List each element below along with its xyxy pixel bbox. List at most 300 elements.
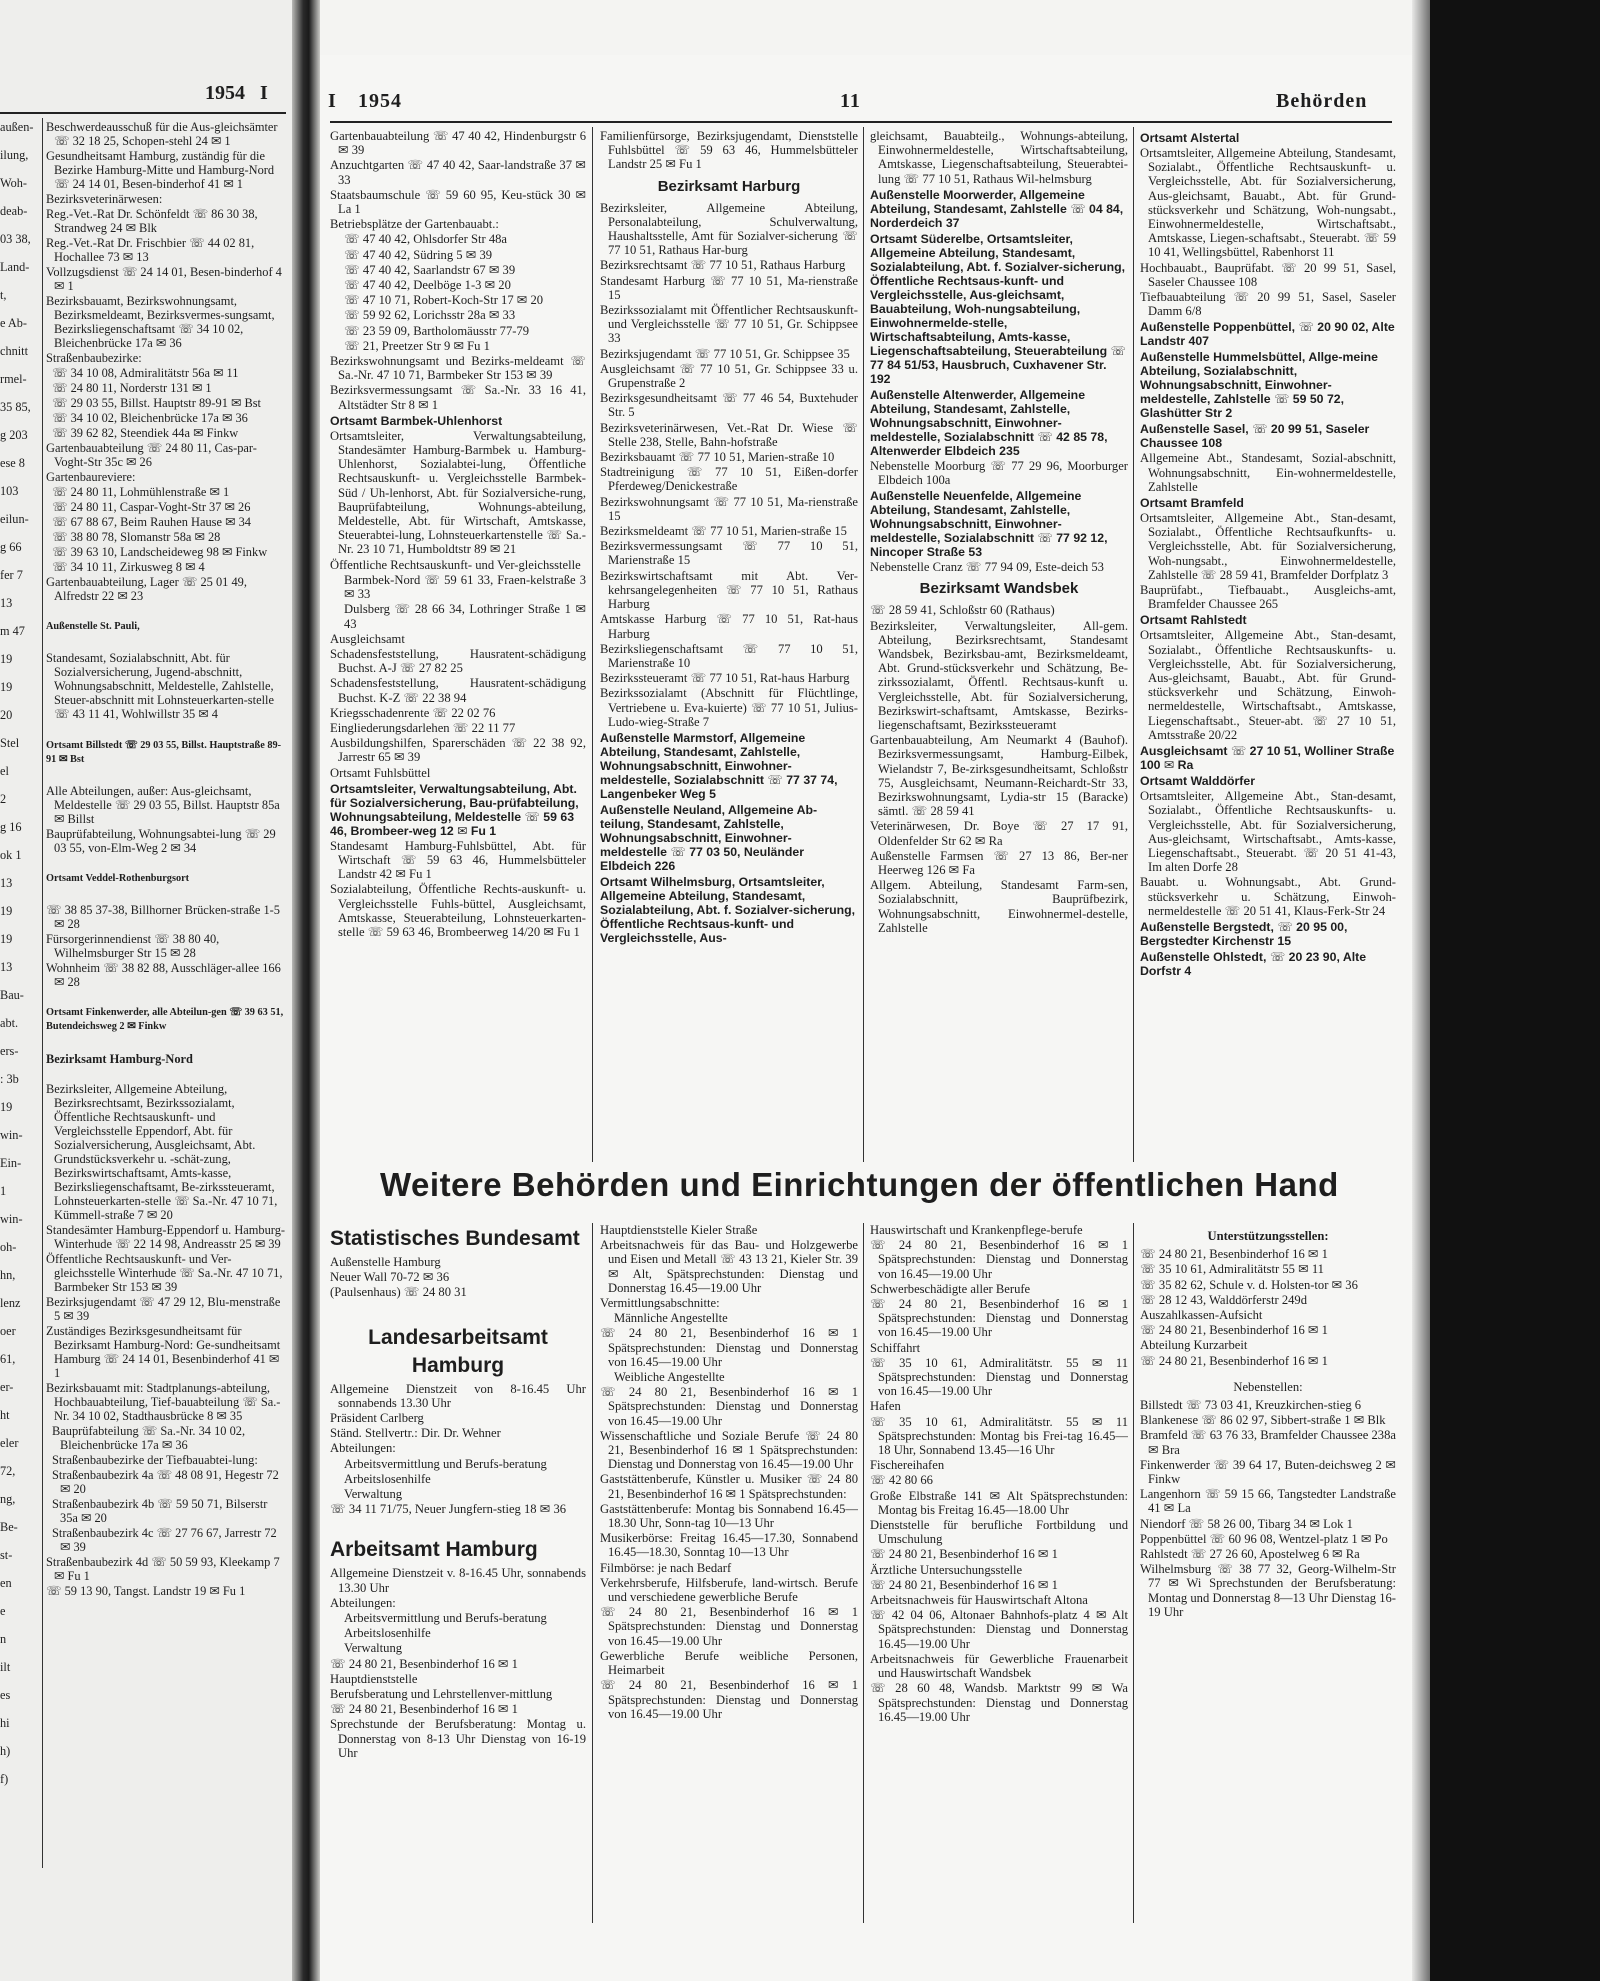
directory-entry: Berufsberatung und Lehrstellenver-mittlung [330,1687,553,1702]
unterstuetzungsstellen-lines [1140,1247,1396,1368]
arbeitsamt-lines [330,1566,586,1760]
directory-entry: Blankenese ☏ 86 02 97, Sibbert-straße 1 ✉ Blk [1140,1413,1386,1428]
directory-entry: Bramfeld ☏ 63 76 33, Bramfelder Chaussee 238a ✉ Bra [1140,1428,1396,1457]
directory-entry: Bezirkswohnungsamt ☏ 77 10 51, Ma-rienstraße 15 [600,494,858,523]
edge-fragment: außen- [0,120,34,134]
column-rule [863,1223,864,1923]
lower-column-1 [330,1223,586,1943]
edge-fragment: hn, [0,1268,16,1282]
page-number: 11 [840,90,861,112]
sub-entry: ☏ 47 40 42, Südring 5 ✉ 39 [344,247,493,262]
directory-entry: Eingliederungsdarlehen ☏ 22 11 77 [330,720,516,735]
edge-fragment: ilt [0,1660,11,1674]
directory-entry: Bezirksleiter, Allgemeine Abteilung, Personalabteilung, Schulverwaltung, Haushaltsstelle, Amt für Sozialver-sicherung ☏ 77 10 51, Rathaus Har-burg [600,200,858,258]
directory-entry: Bezirksleiter, Verwaltungsleiter, All-gem. Abteilung, Bezirksrechtsamt, Standesamt Wandsbek, Bezirksbau-amt, Bezirksmeldeamt, Abt. Grund-stücksverkehr und Schätzung, Be-zirkssozialamt, Öffentl. Rechtsaus-kunft u. Vergleichsstelle, Abt. für Sozialversicherung, Bezirkswirt-schaftsamt, Amtskasse, Bezirks-liegenschaftsamt, Bezirkssteueramt [870,618,1128,733]
edge-fragment: win- [0,1128,23,1142]
section-title: Weitere Behörden und Einrichtungen der öffentlichen Hand [380,1166,1339,1203]
sub-entry: ☏ 29 03 55, Billst. Hauptstr 89-91 ✉ Bst [52,396,261,410]
office-heading: Außenstelle Neuenfelde, Allgemeine Abteilung, Standesamt, Zahlstelle, Wohnungsabschnitt, Einwohner-meldestelle, Sozialabschnitt ☏ 77 92 12, Nincoper Straße 53 [870,489,1108,560]
sub-entry: ☏ 24 80 11, Norderstr 131 ✉ 1 [52,381,212,395]
directory-entry: Langenhorn ☏ 59 15 66, Tangstedter Landstraße 41 ✉ La [1140,1487,1396,1516]
edge-fragment: 13 [0,596,13,610]
edge-fragment: ers- [0,1044,19,1058]
sub-entry: ☏ 24 80 11, Caspar-Voght-Str 37 ✉ 26 [52,500,251,514]
directory-entry: ☏ 24 80 21, Besenbinderhof 16 ✉ 1 Spätsprechstunden: Dienstag und Donnerstag von 16.45—19.00 Uhr [600,1605,858,1648]
edge-fragment: Be- [0,1520,18,1534]
sub-entry: ☏ 47 40 42, Saarlandstr 67 ✉ 39 [344,262,516,277]
edge-fragment: Ein- [0,1156,22,1170]
edge-fragment: fer 7 [0,568,23,582]
directory-entry: Gewerbliche Berufe weibliche Personen, Heimarbeit [600,1648,858,1678]
directory-entry: Ortsamtsleiter, Allgemeine Abt., Stan-desamt, Sozialabt., Öffentliche Rechtsauskunfts- u. Vergleichsstelle, Abt. für Sozialversicherung, Aus-gleichsamt, Wirtschaftsabt., Amts-kasse, Liegenschaftsabt., Steuerabt. ☏ 20 51 41-43, Im alten Dorfe 28 [1140,789,1396,875]
directory-entry: ☏ 34 11 71/75, Neuer Jungfern-stieg 18 ✉ 36 [330,1502,567,1517]
directory-entry: Familienfürsorge, Bezirksjugendamt, Dienststelle Fuhlsbüttel ☏ 59 63 46, Hummelsbütteler Landstr 25 ✉ Fu 1 [600,129,858,172]
prev-page-column [46,120,288,1880]
directory-entry: Allgemeine Dienstzeit v. 8-16.45 Uhr, sonnabends 13.30 Uhr [330,1566,586,1595]
directory-entry: Hauptdienststelle [330,1671,418,1686]
edge-fragment: eler [0,1436,19,1450]
edge-fragment: win- [0,1212,23,1226]
sub-entry: ☏ 34 10 02, Bleichenbrücke 17a ✉ 36 [52,411,248,425]
directory-entry: Alle Abteilungen, außer: Aus-gleichsamt, Meldestelle ☏ 29 03 55, Billst. Hauptstr 85a ✉ Billst [46,783,280,826]
directory-entry: Ständ. Stellvertr.: Dir. Dr. Wehner [330,1426,501,1441]
directory-entry: ☏ 24 80 21, Besenbinderhof 16 ✉ 1 Spätsprechstunden: Dienstag und Donnerstag von 16.45—19.00 Uhr [870,1297,1128,1340]
directory-entry: Gesundheitsamt Hamburg, zuständig für die Bezirke Hamburg-Mitte und Hamburg-Nord ☏ 24 14 01, Besen-binderhof 41 ✉ 1 [46,149,275,191]
directory-entry: Ärztliche Untersuchungsstelle [870,1562,1023,1577]
directory-entry: Finkenwerder ☏ 39 64 17, Buten-deichsweg 2 ✉ Finkw [1140,1457,1396,1487]
directory-entry: Abteilungen: [330,1595,396,1610]
directory-entry: Bezirkswohnungsamt und Bezirks-meldeamt ☏ Sa.-Nr. 47 10 71, Barmbeker Str 153 ✉ 39 [330,354,586,383]
directory-entry: Standesamt Hamburg-Fuhlsbüttel, Abt. für Wirtschaft ☏ 59 63 46, Hummelsbütteler Landstr 42 ✉ Fu 1 [330,838,586,882]
edge-fragment: 19 [0,652,13,666]
directory-entry: Bezirkssteueramt ☏ 77 10 51, Rat-haus Harburg [600,671,850,686]
column-3 [870,129,1128,1159]
edge-fragment: ese 8 [0,456,25,470]
edge-fragment: 03 38, [0,232,31,246]
edge-fragment: oh- [0,1240,17,1254]
directory-entry: Verkehrsberufe, Hilfsberufe, land-wirtsch. Berufe und verschiedene gewerbliche Berufe [600,1575,858,1605]
prev-column-rule [42,118,43,1868]
directory-entry: ☏ 24 80 21, Besenbinderhof 16 ✉ 1 Spätsprechstunden: Dienstag und Donnerstag von 16.45—19.00 Uhr [600,1326,858,1369]
sub-entry: ☏ 21, Preetzer Str 9 ✉ Fu 1 [344,338,490,353]
directory-entry: Hauswirtschaft und Krankenpflege-berufe [870,1223,1083,1237]
office-heading: Ortsamt Wilhelmsburg, Ortsamtsleiter, Allgemeine Abteilung, Standesamt, Sozialabteilung, Abt. f. Sozialver-sicherung, Öffentliche Rechtsaus-kunft- und Vergleichsstelle, Aus- [600,874,856,945]
directory-entry: Hochbauabt., Bauprüfabt. ☏ 20 99 51, Sasel, Saseler Chaussee 108 [1140,260,1396,289]
nebenstellen-heading: Nebenstellen: [1233,1379,1303,1394]
sub-entry: Straßenbaubezirk 4a ☏ 48 08 91, Hegestr 72 ✉ 20 [52,1467,279,1496]
directory-entry: Auszahlkassen-Aufsicht [1140,1308,1263,1323]
edge-fragment: ilung, [0,148,29,162]
directory-entry: Sozialabteilung, Öffentliche Rechts-auskunft- u. Vergleichsstelle Fuhls-büttel, Ausgleichsamt, Amtskasse, Steuerabteilung, Lohnsteuerkarten-stelle ☏ 59 63 46, Brombeerweg 14/20 ✉ Fu 1 [330,882,586,939]
edge-fragment: 1 [0,1184,7,1198]
prev-page-mark: I [260,82,268,104]
sub-entry: Arbeitslosenhilfe [344,1626,431,1641]
edge-fragment: chnitt [0,344,29,358]
office-heading: Ortsamtsleiter, Verwaltungsabteilung, Abt. für Sozialversicherung, Bau-prüfabteilung, Wohnungsabteilung, Meldestelle ☏ 59 63 46, Brombeer-weg 12 ✉ Fu 1 [330,781,579,838]
edge-fragment: 19 [0,1100,13,1114]
sub-entry: ☏ 67 88 67, Beim Rauhen Hause ✉ 34 [52,515,251,529]
column-rule [592,127,593,1162]
directory-entry: Zuständiges Bezirksgesundheitsamt für Bezirksamt Hamburg-Nord: Ge-sundheitsamt Hamburg ☏ 24 14 01, Besenbinderhof 41 ✉ 1 [46,1323,281,1380]
edge-fragment: h) [0,1744,11,1758]
edge-fragment: m 47 [0,624,25,638]
edge-fragment: Bau- [0,988,24,1002]
office-heading: Ortsamt Bramfeld [1140,496,1244,511]
directory-entry: Hafen [870,1399,901,1414]
directory-entry: Arbeitsnachweis für Gewerbliche Frauenarbeit und Hauswirtschaft Wandsbek [870,1651,1128,1681]
column-rule [1133,1223,1134,1923]
directory-entry: Bezirksbauamt, Bezirkswohnungsamt, Bezirksmeldeamt, Bezirksvermes-sungsamt, Bezirksliegenschaftsamt ☏ 34 10 02, Bleichenbrücke 17a ✉ 36 [46,294,275,350]
office-heading: Außenstelle Altenwerder, Allgemeine Abteilung, Standesamt, Zahlstelle, Wohnungsabschnitt, Einwohner-meldestelle, Sozialabschnitt ☏ 42 85 78, Altenwerder Elbdeich 235 [870,387,1108,458]
office-heading: Außenstelle Hummelsbüttel, Allge-meine Abteilung, Sozialabschnitt, Wohnungsabschnitt, Einwohner-meldestelle, Zahlstelle ☏ 59 50 72, Glashütter Str 2 [1140,350,1379,421]
landesarbeitsamt-heading: Landesarbeitsamt [368,1325,548,1349]
sub-entry: ☏ 34 10 08, Admiralitätstr 56a ✉ 11 [52,366,239,380]
lower-column-2 [600,1223,858,1943]
directory-entry: Bezirksjugendamt ☏ 77 10 51, Gr. Schippsee 35 [600,346,850,361]
directory-entry: Betriebsplätze der Gartenbauabt.: [330,217,499,232]
directory-entry: Bezirksbauamt ☏ 77 10 51, Marien-straße 10 [600,450,835,465]
edge-fragment: 72, [0,1464,16,1478]
sub-entry: ☏ 47 40 42, Ohlsdorfer Str 48a [344,232,508,247]
directory-entry: Außenstelle Farmsen ☏ 27 13 86, Ber-ner Heerweg 126 ✉ Fa [870,848,1128,878]
directory-entry: ☏ 38 85 37-38, Billhorner Brücken-straße 1-5 ✉ 28 [46,903,281,932]
edge-fragment: es [0,1688,11,1702]
directory-entry: Straßenbaubezirk 4d ☏ 50 59 93, Kleekamp 7 ✉ Fu 1 [46,1554,280,1583]
directory-entry: Ortsamt Fuhlsbüttel [330,765,431,780]
prev-page-header [205,82,268,105]
directory-entry: Musikerbörse: Freitag 16.45—17.30, Sonnabend 16.45—18.30, Sonntag 10—13 Uhr [600,1531,858,1560]
edge-fragment: 13 [0,876,13,890]
sub-entry: ☏ 23 59 09, Bartholomäusstr 77-79 [344,323,530,338]
edge-fragment: lenz [0,1296,21,1310]
directory-entry: Ortsamtsleiter, Verwaltungsabteilung, Standesämter Hamburg-Barmbek u. Hamburg-Uhlenhorst, Sozialabtei-lung, Öffentliche Rechtsauskunft- u. Vergleichsstelle Barmbek-Süd / Uh-lenhorst, Abt. für Sozialversiche-rung, Bauprüfabteilung, Wohnungs-abteilung, Meldestelle, Abt. für Wirtschaft, Amtskasse, Steuerabtei-lung, Lohnsteuerkartenstelle ☏ Sa.-Nr. 23 10 71, Humboldtstr 89 ✉ 21 [330,428,586,557]
edge-fragment: f) [0,1772,9,1786]
edge-fragment: rmel- [0,372,27,386]
directory-entry: Hauptdienststelle Kieler Straße [600,1223,758,1237]
directory-entry: Bezirksleiter, Allgemeine Abteilung, Bezirksrechtsamt, Bezirkssozialamt, Öffentliche Rechtsauskunft- und Vergleichsstelle Eppendorf, Abt. für Sozialversicherung, Ausgleichsamt, Abt. Grundstücksverkehr u. -schät-zung, Bezirkswirtschaftsamt, Amts-kasse, Bezirksliegenschaftsamt, Be-zirkssteueramt, Lohnsteuerkarten-stelle ☏ Sa.-Nr. 47 10 71, Kümmell-straße 7 ✉ 20 [46,1081,278,1222]
sub-entry: Barmbek-Nord ☏ 59 61 33, Fraen-kelstraße 3 ✉ 33 [344,572,586,602]
directory-entry: Bezirksveterinärwesen, Vet.-Rat Dr. Wiese ☏ Stelle 238, Stelle, Bahn-hofstraße [600,420,858,449]
directory-entry: Dienststelle für berufliche Fortbildung und Umschulung [870,1518,1128,1547]
edge-fragment: g 16 [0,820,22,834]
edge-fragment: 35 85, [0,400,31,414]
sub-entry: ☏ 47 40 42, Deelböge 1-3 ✉ 20 [344,278,511,293]
directory-entry: ☏ 24 80 21, Besenbinderhof 16 ✉ 1 [870,1547,1058,1562]
directory-entry: Bezirkssozialamt (Abschnitt für Flüchtlinge, Vertriebene u. Eva-kuierte) ☏ 77 10 51, Julius-Ludo-wieg-Straße 7 [600,686,858,729]
directory-entry: Amtskasse Harburg ☏ 77 10 51, Rat-haus Harburg [600,612,858,641]
edge-fragment: ok 1 [0,848,22,862]
directory-entry: ☏ 59 13 90, Tangst. Landstr 19 ✉ Fu 1 [46,1583,246,1598]
edge-fragment: 20 [0,708,13,722]
column-rule [863,127,864,1162]
sub-entry: Verwaltung [344,1641,403,1656]
sub-entry: ☏ 59 92 62, Lorichsstr 28a ✉ 33 [344,308,516,323]
directory-entry: Kriegsschadenrente ☏ 22 02 76 [330,705,496,720]
landesarbeitsamt-lines [330,1382,586,1517]
directory-entry: ☏ 24 80 21, Besenbinderhof 16 ✉ 1 [1140,1323,1328,1338]
edge-fragment: e Ab- [0,316,27,330]
directory-entry: ☏ 35 10 61, Admiralitätstr. 55 ✉ 11 Spätsprechstunden: Dienstag und Donnerstag von 16.45—19.00 Uhr [870,1355,1128,1399]
edge-fragment: 19 [0,904,13,918]
sub-entry: ☏ 39 62 82, Steendiek 44a ✉ Finkw [52,426,239,440]
directory-entry: Allgemeine Dienstzeit von 8-16.45 Uhr sonnabends 13.30 Uhr [330,1381,586,1410]
edge-fragment: 2 [0,792,7,806]
directory-entry: Bezirksgesundheitsamt ☏ 77 46 54, Buxtehuder Str. 5 [600,391,858,420]
directory-entry: Neuer Wall 70-72 ✉ 36 [330,1270,450,1285]
directory-entry: Sprechstunde der Berufsberatung: Montag u. Donnerstag von 8-13 Uhr Dienstag von 16-19 Uhr [330,1717,586,1760]
district-heading: Bezirksamt Hamburg-Nord [46,1051,193,1066]
office-heading: Ausgleichsamt ☏ 27 10 51, Wolliner Straße 100 ✉ Ra [1140,744,1395,773]
sub-entry: ☏ 39 63 10, Landscheideweg 98 ✉ Finkw [52,545,268,559]
directory-entry: Poppenbüttel ☏ 60 96 08, Wentzel-platz 1 ✉ Po [1140,1531,1388,1546]
office-heading: Ortsamt Veddel-Rothenburgsort [46,872,190,884]
edge-fragment: 13 [0,960,13,974]
directory-entry: Bezirksjugendamt ☏ 47 29 12, Blu-menstraße 5 ✉ 39 [46,1294,281,1323]
prev-header-rule [0,112,286,114]
edge-fragment: en [0,1576,12,1590]
sub-entry: Straßenbaubezirke der Tiefbauabtei-lung: [52,1452,258,1467]
directory-entry: Schadensfeststellung, Hausratent-schädigung Buchst. A-J ☏ 27 82 25 [330,646,586,676]
directory-entry: ☏ 24 80 21, Besenbinderhof 16 ✉ 1 [1140,1353,1328,1368]
directory-entry: Beschwerdeausschuß für die Aus-gleichsämter ☏ 32 18 25, Schopen-stehl 24 ✉ 1 [46,120,278,148]
edge-fragment: Woh- [0,176,28,190]
directory-entry: Stadtreinigung ☏ 77 10 51, Eißen-dorfer Pferdeweg/Denickestraße [600,465,858,494]
directory-entry: ☏ 28 60 48, Wandsb. Marktstr 99 ✉ Wa Spätsprechstunden: Dienstag und Donnerstag 16.45—19.00 Uhr [870,1681,1128,1724]
directory-entry: Bezirksliegenschaftsamt ☏ 77 10 51, Marienstraße 10 [600,641,858,670]
page-mark: I [328,90,337,112]
directory-entry: Abteilung Kurzarbeit [1140,1338,1248,1353]
directory-entry: Gartenbauabteilung, Am Neumarkt 4 (Bauhof). Bezirksvermessungsamt, Hamburg-Eilbek, Wielandstr 7, Be-zirksgesundheitsamt, Schloßstr 75, Ausgleichsamt, Neumann-Reichardt-Str 33, Bezirkswohnungsamt, Lydia-str 15 (Baracke) sämtl. ☏ 28 59 41 [870,733,1128,819]
directory-entry: Wohnheim ☏ 38 82 88, Ausschläger-allee 166 ✉ 28 [46,961,281,990]
office-heading: Außenstelle Neuland, Allgemeine Ab-teilung, Standesamt, Zahlstelle, Wohnungsabschnitt, Einwohner-meldestelle ☏ 77 03 50, Neuländer Elbdeich 226 [600,802,818,873]
edge-fragment: eilun- [0,512,29,526]
directory-entry: (Paulsenhaus) ☏ 24 80 31 [330,1285,467,1300]
office-heading: Außenstelle Ohlstedt, ☏ 20 23 90, Alte Dorfstr 4 [1140,949,1367,978]
sub-entry: Männliche Angestellte [614,1311,728,1326]
directory-entry: Standesamt, Sozialabschnitt, Abt. für Sozialversicherung, Jugend-abschnitt, Wohnungsabschnitt, Meldestelle, Zahlstelle, Steuer-abschnitt mit Lohnsteuerkarten-stelle ☏ 43 11 41, Wohlwillstr 35 ✉ 4 [46,651,274,722]
column-rule [1133,127,1134,1162]
directory-entry: ☏ 24 80 21, Besenbinderhof 16 ✉ 1 [330,1702,518,1717]
landesarbeitsamt-heading-2: Hamburg [411,1353,505,1377]
edge-fragment: er- [0,1380,14,1394]
office-heading: Ortsamt Süderelbe, Ortsamtsleiter, Allgemeine Abteilung, Standesamt, Sozialabteilung, Abt. f. Sozialver-sicherung, Öffentliche Rechtsaus-kunft- und Vergleichsstelle, Aus-gleichsamt, Bauabteilung, Woh-nungsabteilung, Einwohnermelde-stelle, Wirtschaftsabteilung, Amts-kasse, Liegenschaftsabteilung, Steuerabteilung ☏ 77 84 51/53, Hausbruch, Cuxhavener Str. 192 [870,231,1126,386]
directory-entry: Nebenstelle Moorburg ☏ 77 29 96, Moorburger Elbdeich 100a [870,458,1128,488]
edge-fragment: g 203 [0,428,28,442]
directory-entry: ☏ 35 82 62, Schule v. d. Holsten-tor ✉ 36 [1140,1277,1358,1292]
directory-entry: ☏ 35 10 61, Admiralitätstr. 55 ✉ 11 Spätsprechstunden: Montag bis Frei-tag 16.45—18 Uhr, Sonnabend 13.45—16 Uhr [870,1414,1128,1458]
column-2 [600,129,858,1159]
directory-entry: Reg.-Vet.-Rat Dr. Schönfeldt ☏ 86 30 38, Strandweg 24 ✉ Blk [46,207,258,235]
directory-entry: ☏ 24 80 21, Besenbinderhof 16 ✉ 1 [1140,1247,1328,1262]
book-spine [292,0,320,1981]
sub-entry: Verwaltung [344,1487,403,1502]
sub-entry: Weibliche Angestellte [614,1370,725,1385]
directory-entry: Vermittlungsabschnitte: [600,1296,720,1311]
office-heading: Außenstelle Bergstedt, ☏ 20 95 00, Bergstedter Kirchenstr 15 [1140,919,1348,948]
edge-fragment: 61, [0,1352,16,1366]
directory-entry: Billstedt ☏ 73 03 41, Kreuzkirchen-stieg 6 [1140,1398,1362,1413]
sub-entry: Arbeitslosenhilfe [344,1471,431,1486]
directory-entry: Gartenbauabteilung, Lager ☏ 25 01 49, Alfredstr 22 ✉ 23 [46,575,247,603]
unterstuetzungsstellen-heading: Unterstützungsstellen: [1207,1229,1329,1243]
directory-entry: ☏ 24 80 21, Besenbinderhof 16 ✉ 1 [330,1656,518,1671]
previous-page [0,0,292,1981]
sub-entry: Arbeitsvermittlung und Berufs-beratung [344,1611,547,1626]
edge-fragment: 19 [0,680,13,694]
directory-entry: Ortsamtsleiter, Allgemeine Abteilung, Standesamt, Sozialabt., Öffentliche Rechtsauskunft- u. Vergleichsstelle, Abt. für Sozialversicherung, Aus-gleichsamt, Bauabt., Abt. für Grund-stücksverkehr und Schätzung, Woh-nungsabt., Einwohnermeldestelle, Wirtschaftsabt., Amtskasse, Liegen-schaftsabt., Steuerabt. ☏ 59 10 41, Wellingsbüttel, Rabenhorst 11 [1140,146,1396,260]
column-1 [330,129,586,1159]
edge-fragment: Land- [0,260,30,274]
edge-fragment: e [0,1604,6,1618]
directory-entry: Bauabt. u. Wohnungsabt., Abt. Grund-stücksverkehr u. Schätzung, Einwoh-nermeldestelle ☏ 20 51 41, Klaus-Ferk-Str 24 [1140,875,1396,918]
directory-entry: Öffentliche Rechtsauskunft- und Ver-gleichsstelle Winterhude ☏ Sa.-Nr. 47 10 71, Barmbeker Str 153 ✉ 39 [46,1251,283,1294]
sub-entry: Straßenbaubezirk 4c ☏ 27 76 67, Jarrestr 72 ✉ 39 [52,1525,277,1554]
office-heading: Außenstelle St. Pauli, [46,621,140,633]
directory-entry: Bauprüfabt., Tiefbauabt., Ausgleichs-amt, Bramfelder Chaussee 265 [1140,583,1396,612]
directory-entry: gleichsamt, Bauabteilg., Wohnungs-abteilung, Einwohnermeldestelle, Wirtschaftsabteilung, Amtskasse, Liegenschaftsabteilung, Steuerabtei-lung ☏ 77 10 51, Rathaus Wil-helmsburg [870,129,1128,186]
directory-entry: Fischereihafen [870,1458,945,1473]
sub-entry: Dulsberg ☏ 28 66 34, Lothringer Straße 1 ✉ 43 [344,602,586,631]
sub-entry: Arbeitsvermittlung und Berufs-beratung [344,1456,547,1471]
page-year: 1954 [358,90,402,112]
office-heading: Ortsamt Finkenwerder, alle Abteilun-gen ☏ 39 63 51, Butendeichsweg 2 ✉ Finkw [46,1007,284,1033]
nebenstellen-lines [1140,1398,1396,1619]
edge-fragment: hi [0,1716,10,1730]
directory-entry: Standesämter Hamburg-Eppendorf u. Hamburg-Winterhude ☏ 22 14 98, Andreasstr 25 ✉ 39 [46,1222,286,1251]
directory-entry: Schiffahrt [870,1340,921,1355]
directory-entry: Filmbörse: je nach Bedarf [600,1560,732,1575]
directory-entry: Bezirksvermessungsamt ☏ 77 10 51, Marienstraße 15 [600,539,858,568]
office-heading: Außenstelle Sasel, ☏ 20 99 51, Saseler Chaussee 108 [1140,422,1370,451]
directory-entry: ☏ 35 10 61, Admiralitätstr 55 ✉ 11 [1140,1262,1324,1277]
sub-entry: ☏ 24 80 11, Lohmühlenstraße ✉ 1 [52,485,230,499]
directory-entry: Rahlstedt ☏ 27 26 60, Apostelweg 6 ✉ Ra [1140,1547,1360,1562]
directory-entry: Abteilungen: [330,1441,396,1456]
directory-entry: Wissenschaftliche und Soziale Berufe ☏ 24 80 21, Besenbinderhof 16 ✉ 1 Spätsprechstunden: Dienstag und Donnerstag von 16.45—19.00 Uhr [600,1428,858,1472]
edge-fragment: el [0,764,9,778]
directory-entry: ☏ 24 80 21, Besenbinderhof 16 ✉ 1 Spätsprechstunden: Dienstag und Donnerstag von 16.45—19.00 Uhr [600,1678,858,1721]
office-heading: Außenstelle Marmstorf, Allgemeine Abteilung, Standesamt, Zahlstelle, Wohnungsabschnitt, Einwohner-meldestelle, Sozialabschnitt ☏ 77 37 74, Langenbeker Weg 5 [600,730,838,801]
edge-fragment: oer [0,1324,16,1338]
edge-fragment: st- [0,1548,13,1562]
edge-fragment: n [0,1632,7,1646]
statistisches-bundesamt-lines [330,1255,586,1300]
office-heading: Ortsamt Alstertal [1140,131,1240,145]
edge-fragment: 19 [0,932,13,946]
office-heading: Ortsamt Rahlstedt [1140,613,1247,628]
edge-fragment: Stel [0,736,20,750]
prev-page-year: 1954 [205,82,245,104]
directory-entry: Anzuchtgarten ☏ 47 40 42, Saar-landstraße 37 ✉ 33 [330,158,586,187]
directory-entry: Ortsamtsleiter, Allgemeine Abt., Stan-desamt, Sozialabt., Öffentliche Rechtsauskunfts- u. Vergleichsstelle, Abt. für Sozialversicherung, Aus-gleichsamt, Bauabt., Abt. für Grund-stücksverkehr und Schätzung, Einwoh-nermeldestelle, Wirtschaftsabt., Amtskasse, Liegenschaftsabt., Steuer-abt. ☏ 27 10 51, Amtsstraße 20/22 [1140,628,1396,742]
directory-entry: Außenstelle Hamburg [330,1255,441,1269]
district-heading: Bezirksamt Wandsbek [919,580,1079,598]
directory-entry: Allgem. Abteilung, Standesamt Farm-sen, Sozialabschnitt, Bauprüfbezirk, Wohnungsabschnitt, Einwohnermel-destelle, Zahlstelle [870,878,1128,935]
column-rule [592,1223,593,1923]
directory-entry: Bezirkswirtschaftsamt mit Abt. Ver-kehrsangelegenheiten ☏ 77 10 51, Rathaus Harburg [600,568,858,612]
directory-entry: Schwerbeschädigte aller Berufe [870,1281,1031,1296]
directory-entry: Große Elbstraße 141 ✉ Alt Spätsprechstunden: Montag bis Freitag 16.45—18.00 Uhr [870,1488,1128,1517]
directory-entry: Arbeitsnachweis für das Bau- und Holzgewerbe und Eisen und Metall ☏ 43 13 21, Kieler Str. 39 ✉ Alt, Spätsprechstunden: Dienstag und Donnerstag 16.45—19.00 Uhr [600,1238,858,1295]
directory-entry: Öffentliche Rechtsauskunft- und Ver-gleichsstelle [330,557,581,572]
directory-entry: ☏ 42 04 06, Altonaer Bahnhofs-platz 4 ✉ Alt Spätsprechstunden: Dienstag und Donnerstag 16.45—19.00 Uhr [870,1608,1128,1651]
directory-entry: Bezirksvermessungsamt ☏ Sa.-Nr. 33 16 41, Altstädter Str 8 ✉ 1 [330,383,586,412]
sub-entry: ☏ 38 80 78, Slomanstr 58a ✉ 28 [52,530,221,544]
district-heading: Bezirksamt Harburg [657,177,801,195]
directory-entry: Bezirksbauamt mit: Stadtplanungs-abteilung, Hochbauabteilung, Tief-bauabteilung ☏ Sa.-Nr. 34 10 02, Stadthausbrücke 8 ✉ 35 [46,1380,281,1423]
directory-entry: Reg.-Vet.-Rat Dr. Frischbier ☏ 44 02 81, Hochallee 73 ✉ 13 [46,236,255,264]
directory-entry: Gaststättenberufe, Künstler u. Musiker ☏ 24 80 21, Besenbinderhof 16 ✉ 1 Spätsprechstunden: [600,1472,858,1501]
directory-entry: Ausbildungshilfen, Sparerschäden ☏ 22 38 92, Jarrestr 65 ✉ 39 [330,736,586,765]
office-heading: Ortsamt Barmbek-Uhlenhorst [330,413,503,428]
directory-entry: Gartenbauabteilung ☏ 47 40 42, Hindenburgstr 6 ✉ 39 [330,129,586,158]
edge-fragment: ht [0,1408,10,1422]
edge-fragment: : 3b [0,1072,19,1086]
directory-entry: Bezirksveterinärwesen: [46,192,163,206]
office-heading: Ortsamt Walddörfer [1140,774,1256,789]
directory-entry: Arbeitsnachweis für Hauswirtschaft Altona [870,1593,1088,1608]
directory-entry: Standesamt Harburg ☏ 77 10 51, Ma-rienstraße 15 [600,273,858,302]
header-rule [330,121,1392,123]
directory-entry: ☏ 28 59 41, Schloßstr 60 (Rathaus) [870,603,1055,618]
sub-entry: ☏ 47 10 71, Robert-Koch-Str 17 ✉ 20 [344,293,544,308]
directory-entry: Präsident Carlberg [330,1411,424,1426]
section-label: Behörden [1276,90,1368,112]
edge-fragment: abt. [0,1016,19,1030]
directory-entry: Staatsbaumschule ☏ 59 60 95, Keu-stück 30 ✉ La 1 [330,187,586,217]
directory-entry: Veterinärwesen, Dr. Boye ☏ 27 17 91, Oldenfelder Str 62 ✉ Ra [870,819,1128,848]
directory-entry: Allgemeine Abt., Standesamt, Sozial-abschnitt, Wohnungsabschnitt, Ein-wohnermeldestelle, Zahlstelle [1140,451,1396,494]
directory-entry: Ortsamtsleiter, Allgemeine Abt., Stan-desamt, Sozialabt., Öffentliche Rechtsaufkunfts- u. Vergleichsstelle, Abt. für Sozialversicherung, Woh-nungsabt., Einwohnermeldestelle, Zahlstelle ☏ 28 59 41, Bramfelder Dorfplatz 3 [1140,511,1396,582]
directory-entry: Fürsorgerinnendienst ☏ 38 80 40, Wilhelmsburger Str 15 ✉ 28 [46,932,220,961]
sub-entry: Straßenbaubezirk 4b ☏ 59 50 71, Bilserstr 35a ✉ 20 [52,1496,268,1525]
directory-entry: ☏ 28 12 43, Walddörferstr 249d [1140,1292,1308,1307]
directory-entry: Bauprüfabteilung, Wohnungsabtei-lung ☏ 29 03 55, von-Elm-Weg 2 ✉ 34 [46,826,276,855]
edge-fragment: t, [0,288,7,302]
column-4 [1140,129,1396,1159]
lower-column-3 [870,1223,1128,1943]
directory-entry: ☏ 24 80 21, Besenbinderhof 16 ✉ 1 [870,1577,1058,1592]
office-heading: Außenstelle Moorwerder, Allgemeine Abteilung, Standesamt, Zahlstelle ☏ 04 84, Norderdeich 37 [870,187,1124,230]
office-heading: Ortsamt Billstedt ☏ 29 03 55, Billst. Hauptstraße 89-91 ✉ Bst [46,739,282,765]
directory-entry: ☏ 24 80 21, Besenbinderhof 16 ✉ 1 Spätsprechstunden: Dienstag und Donnerstag von 16.45—19.00 Uhr [870,1238,1128,1281]
edge-fragment: g 66 [0,540,22,554]
directory-entry: Bezirksmeldeamt ☏ 77 10 51, Marien-straße 15 [600,524,847,539]
office-heading: Außenstelle Poppenbüttel, ☏ 20 90 02, Alte Landstr 407 [1140,320,1395,349]
directory-entry: Bezirksrechtsamt ☏ 77 10 51, Rathaus Harburg [600,258,846,273]
directory-entry: Niendorf ☏ 58 26 00, Tibarg 34 ✉ Lok 1 [1140,1516,1353,1531]
directory-entry: Gartenbaureviere: [46,470,136,484]
directory-entry: Vollzugsdienst ☏ 24 14 01, Besen-binderhof 4 ✉ 1 [46,265,282,293]
directory-entry: Straßenbaubezirke: [46,351,142,365]
statistisches-bundesamt-heading: Statistisches Bundesamt [330,1227,580,1250]
edge-fragment: deab- [0,204,28,218]
lower-column-4 [1140,1223,1396,1943]
directory-entry: ☏ 42 80 66 [870,1473,933,1488]
directory-entry: Ausgleichsamt ☏ 77 10 51, Gr. Schippsee 33 u. Grupenstraße 2 [600,361,858,391]
directory-entry: Tiefbauabteilung ☏ 20 99 51, Sasel, Saseler Damm 6/8 [1140,290,1396,319]
directory-entry: Nebenstelle Cranz ☏ 77 94 09, Este-deich 53 [870,560,1104,575]
sub-entry: ☏ 34 10 11, Zirkusweg 8 ✉ 4 [52,560,205,574]
edge-fragment: ng, [0,1492,16,1506]
directory-entry: Schadensfeststellung, Hausratent-schädigung Buchst. K-Z ☏ 22 38 94 [330,676,586,705]
directory-entry: Bezirkssozialamt mit Öffentlicher Rechtsauskunft- und Vergleichsstelle ☏ 77 10 51, Gr. Schippsee 33 [600,303,858,346]
sub-entry: Bauprüfabteilung ☏ Sa.-Nr. 34 10 02, Bleichenbrücke 17a ✉ 36 [52,1423,246,1452]
edge-fragment: 103 [0,484,19,498]
directory-page [320,55,1412,1981]
scanner-background [1430,0,1600,1981]
directory-entry: ☏ 24 80 21, Besenbinderhof 16 ✉ 1 Spätsprechstunden: Dienstag und Donnerstag von 16.45—19.00 Uhr [600,1385,858,1428]
